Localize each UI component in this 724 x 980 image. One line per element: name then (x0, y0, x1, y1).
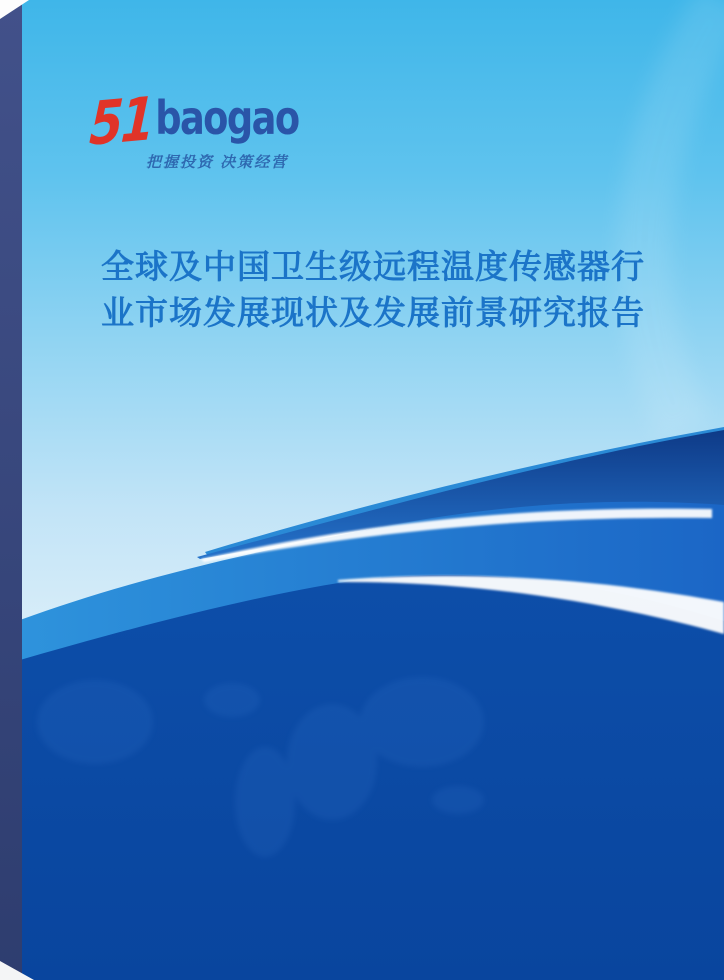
book-spine (0, 0, 22, 980)
report-title-line1: 全球及中国卫生级远程温度传感器行 (101, 247, 645, 286)
logo-tagline: 把握投资 决策经营 (146, 154, 289, 171)
logo (87, 84, 351, 172)
logo-mark-51: 51 (87, 84, 155, 160)
logo-wordmark (87, 84, 299, 160)
logo-name: baogao (155, 91, 299, 145)
report-title-line2: 业市场发展现状及发展前景研究报告 (101, 293, 645, 332)
report-title (22, 244, 724, 336)
